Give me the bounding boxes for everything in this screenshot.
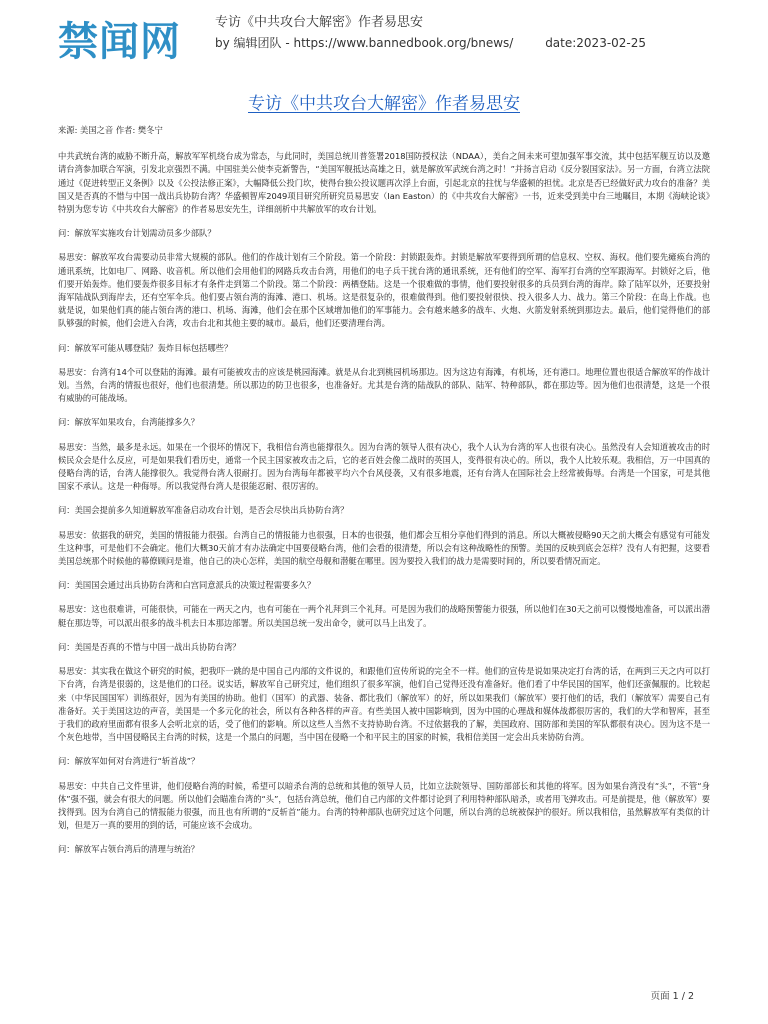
answer: 易思安：中共自己文件里讲，他们侵略台湾的时候，希望可以暗杀台湾的总统和其他的领导人员，比如立法院领导、国防部部长和其他的将军。因为如果台湾没有“头”，不管“身体”强不强，就会有很大的问题。所以他们会瞄准台湾的“头”，包括台湾总统，他们自己内部的文件都讨论到了利用特种部队暗杀，或者用飞弹攻击。可是前提是，他（解放军）要找得到。因为台湾自己的情报能力很强，而且也有所谓的“反斩首”能力。台湾的特种部队也研究过这个问题，所以台湾的总统被保护的很好。所以我相信，虽然解放军有类似的计划，但是万一真的要用的到的话，可能应该不会成功。 — [58, 780, 710, 831]
header-byline[interactable]: by 编辑团队 - https://www.bannedbook.org/bnews/ — [215, 36, 514, 50]
answer: 易思安：台湾有14个可以登陆的海滩。最有可能被攻击的应该是桃园海滩。就是从台北到桃园机场那边。因为这边有海滩，有机场，还有港口。地理位置也很适合解放军的作战计划。当然，台湾的情报也很好，他们也很清楚。所以那边的防卫也很多，也准备好。尤其是台湾的陆战队的部队、陆军、特种部队，都在那边等。因为他们也很清楚，这是一个很有威胁的可能战场。 — [58, 366, 710, 404]
answer: 易思安：解放军攻台需要动员非常大规模的部队。他们的作战计划有三个阶段。第一个阶段：封锁跟轰炸。封锁是解放军要得到所谓的信息权、空权、海权。他们要先瘫痪台湾的通讯系统，比如电厂、网路、收音机。所以他们会用他们的网路兵攻击台湾，用他们的电子兵干扰台湾的通讯系统，还有他们的空军、海军打台湾的空军跟海军。封锁好之后，他们要开始轰炸。他们要轰炸很多目标才有条件走到第二个阶段。第二个阶段：两栖登陆。这是一个很难做的事情，他们要投射很多的兵员到台湾的海岸。除了陆军以外，还要投射海军陆战队到海岸去，还有空军伞兵。他们要占领台湾的海滩、港口、机场。这是很复杂的，很难做得到。他们要投射很快、投入很多人力、战力。第三个阶段：在岛上作战。也就是说，如果他们真的能占领台湾的港口、机场、海滩，他们会在那个区域增加他们的军事能力。会有越来越多的战车、火炮、火箭发射系统到那边去。最后，他们觉得他们的部队够强的时候，他们会进入台湾，攻击台北和其他主要的城市。最后，他们还要清理台湾。 — [58, 252, 710, 329]
question: 问：美国国会通过出兵协防台湾和白宫同意派兵的决策过程需要多久？ — [58, 580, 316, 591]
answer: 易思安：当然，最多是永远。如果在一个很坏的情况下，我相信台湾也能撑很久。因为台湾的领导人很有决心，我个人认为台湾的军人也很有决心。虽然没有人会知道被攻击的时候民众会是什么反应，可是如果我们看历史，通常一个民主国家被攻击之后，它的老百姓会像二战时的英国人，变得很有决心的。所以，我个人比较乐观。我相信，万一中国真的侵略台湾的话，台湾人能撑很久。我觉得台湾人很耐打。因为台湾每年都被平均六个台风侵袭，又有很多地震，还有台湾人在国际社会上经常被侮辱。台湾是一个国家，可是其他国家不承认。这是一种侮辱。所以我觉得台湾人是很能忍耐、很厉害的。 — [58, 441, 710, 492]
article-body — [58, 124, 710, 868]
question: 问：解放军如何对台湾进行“斩首战”？ — [58, 756, 200, 767]
answer: 易思安：这也很难讲，可能很快，可能在一两天之内，也有可能在一两个礼拜到三个礼拜。可是因为我们的战略预警能力很强，所以他们在30天之前可以慢慢地准备，可以派出潜艇在那边等，可以派出很多的战斗机去日本那边部署。所以美国总统一发出命令，就可以马上出发了。 — [58, 604, 710, 628]
header-title: 专访《中共攻台大解密》作者易思安 — [215, 15, 424, 30]
page-header — [58, 12, 718, 72]
question: 问：美国会提前多久知道解放军准备启动攻台计划，是否会尽快出兵协防台湾？ — [58, 505, 349, 516]
question: 问：解放军如果攻台，台湾能撑多久？ — [58, 417, 200, 428]
paragraph-intro: 中共武统台湾的威胁不断升高，解放军军机绕台成为常态，与此同时，美国总统川普签署2018国防授权法（NDAA），美台之间未来可望加强军事交流，其中包括军舰互访以及邀请台湾参加联合军演，引发北京强烈不满。中国驻美公使李克新警告，“美国军舰抵达高雄之日，就是解放军武统台湾之时！”并扬言启动《反分裂国家法》。另一方面，台湾立法院通过《促进转型正义条例》以及《公投法修正案》，大幅降低公投门坎，使得台独公投议题再次浮上台面，引起北京的拄忧与华盛顿的担忧。北京是否已经做好武力攻台的准备？美国又是否真的不惜与中国一战出兵协防台湾？华盛顿智库2049项目研究所研究员易思安（Ian Easton）的《中共攻台大解密》一书，近来受到美中台三地瞩目，本期《海峡论谈》特别为您专访《中共攻台大解密》的作者易思安先生，详细剖析中共解放军的攻台计划。 — [58, 151, 710, 215]
question: 问：解放军占领台湾后的清理与统治？ — [58, 844, 200, 855]
article-source: 来源: 美国之音 作者: 樊冬宁 — [58, 125, 163, 135]
question: 问：解放军可能从哪登陆？轰炸目标包括哪些？ — [58, 342, 233, 353]
question: 问：解放军实施攻台计划需动员多少部队？ — [58, 228, 216, 239]
question: 问：美国是否真的不惜与中国一战出兵协防台湾？ — [58, 641, 241, 652]
header-date: date:2023-02-25 — [545, 36, 647, 50]
header-meta — [215, 34, 646, 52]
article-title[interactable]: 专访《中共攻台大解密》作者易思安 — [248, 94, 520, 114]
answer: 易思安：其实我在做这个研究的时候，把我吓一跳的是中国自己内部的文件说的，和跟他们宣传所说的完全不一样。他们的宣传是说如果决定打台湾的话，在两到三天之内可以打下台湾，台湾是很弱的，这是他们的口径。说实话，解放军自己研究过，他们组织了很多军演，他们自己觉得还没有准备好。他们看了中华民国的国军，他们还蛮佩服的。比较起来（中华民国国军）训练很好，因为有美国的协助。他们（国军）的武器、装备、都比我们（解放军）的好，所以如果我们（解放军）要打他们的话，我们（解放军）需要自己有准备好。关于美国这边的声音，美国是一个多元化的社会，所以有各种各样的声音。有些美国人被中国影响到，因为中国的心理战和媒体战都很厉害的，我们的大学和智库，甚至于我们的政府里面都有很多人会听北京的话，受了他们的影响。所以这些人当然不支持协助台湾。不过依据我的了解，美国政府、国防部和美国的军队都很有决心。因为这不是一个灰色地带，当中国侵略民主台湾的时候，这是一个黑白的问题，当中国在侵略一个和平民主的国家的时候，我相信美国一定会出兵来协防台湾。 — [58, 666, 710, 743]
page-number: 页面 1 / 2 — [650, 991, 694, 1002]
answer: 易思安：依据我的研究，美国的情报能力很强。台湾自己的情报能力也很强，日本的也很强，他们都会互相分享他们得到的消息。所以大概被侵略90天之前大概会有感觉有可能发生这种事，可是他们不会确定。他们大概30天前才有办法确定中国要侵略台湾，他们会看的很清楚，所以会有这种战略性的预警。美国的反映到底会怎样？没有人有把握，这要看美国总统那个时候他的幕僚顾问是谁，他自己的决心怎样，美国的航空母舰和潜艇在哪里。因为要投入我们的战力是需要时间的，所以要看情况而定。 — [58, 529, 710, 567]
site-logo[interactable]: 禁闻网 — [58, 19, 181, 65]
